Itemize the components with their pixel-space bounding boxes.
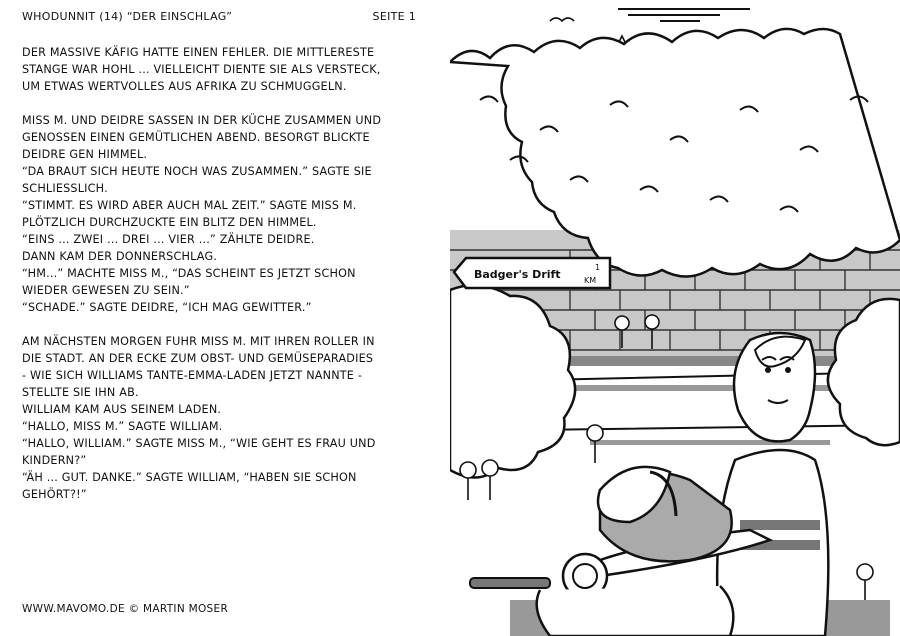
page-number: SEITE 1: [372, 10, 416, 23]
story-line: “SCHADE.” SAGTE DEIDRE, “ICH MAG GEWITTER.”: [22, 301, 312, 314]
story-line: MISS M. UND DEIDRE SASSEN IN DER KÜCHE ZUSAMMEN UND: [22, 114, 382, 127]
comic-panel: [450, 0, 900, 636]
story-line: STELLTE SIE IHN AB.: [22, 386, 139, 399]
story-line: WILLIAM KAM AUS SEINEM LADEN.: [22, 403, 222, 416]
story-line: “HALLO, WILLIAM.” SAGTE MISS M., “WIE GEHT ES FRAU UND: [22, 437, 376, 450]
story-line: “ÄH ... GUT. DANKE.” SAGTE WILLIAM, “HABEN SIE SCHON: [22, 471, 357, 484]
story-line: GENOSSEN EINEN GEMÜTLICHEN ABEND. BESORGT BLICKTE: [22, 131, 370, 144]
story-line: SCHLIESSLICH.: [22, 182, 108, 195]
story-line: - WIE SICH WILLIAMS TANTE-EMMA-LADEN JETZT NANNTE -: [22, 369, 363, 382]
sign-distance-number: 1: [595, 263, 601, 272]
story-line: “STIMMT. ES WIRD ABER AUCH MAL ZEIT.” SAGTE MISS M.: [22, 199, 357, 212]
woman-figure: [717, 333, 828, 636]
story-title: WHODUNNIT (14) “DER EINSCHLAG”: [22, 10, 233, 23]
story-line: UM ETWAS WERTVOLLES AUS AFRIKA ZU SCHMUGGELN.: [22, 80, 347, 93]
comic-illustration: [450, 0, 900, 636]
story-line: “HM...” MACHTE MISS M., “DAS SCHEINT ES JETZT SCHON: [22, 267, 356, 280]
story-line: DER MASSIVE KÄFIG HATTE EINEN FEHLER. DIE MITTLERESTE: [22, 46, 375, 59]
sign-distance-unit: KM: [584, 276, 597, 285]
sky-lines: [618, 9, 750, 21]
story-text: [22, 44, 418, 520]
story-paragraph: [22, 333, 418, 503]
story-line: WIEDER GEWESEN ZU SEIN.”: [22, 284, 190, 297]
road-sign: [454, 258, 610, 288]
sign-place-name: Badger's Drift: [474, 268, 561, 281]
story-line: “DA BRAUT SICH HEUTE NOCH WAS ZUSAMMEN.” SAGTE SIE: [22, 165, 372, 178]
story-paragraph: [22, 44, 418, 95]
story-line: GEHÖRT?!”: [22, 488, 87, 501]
text-column: [0, 0, 440, 636]
story-line: “HALLO, MISS M.” SAGTE WILLIAM.: [22, 420, 223, 433]
story-paragraph: [22, 112, 418, 316]
copyright-footer: WWW.MAVOMO.DE © MARTIN MOSER: [22, 603, 229, 615]
story-line: KINDERN?”: [22, 454, 87, 467]
story-line: STANGE WAR HOHL ... VIELLEICHT DIENTE SIE ALS VERSTECK,: [22, 63, 381, 76]
story-line: DEIDRE GEN HIMMEL.: [22, 148, 148, 161]
story-line: PLÖTZLICH DURCHZUCKTE EIN BLITZ DEN HIMMEL.: [22, 216, 317, 229]
story-line: “EINS ... ZWEI ... DREI ... VIER ...” ZÄHLTE DEIDRE.: [22, 233, 315, 246]
story-line: DIE STADT. AN DER ECKE ZUM OBST- UND GEMÜSEPARADIES: [22, 352, 374, 365]
story-line: AM NÄCHSTEN MORGEN FUHR MISS M. MIT IHREN ROLLER IN: [22, 335, 375, 348]
story-line: DANN KAM DER DONNERSCHLAG.: [22, 250, 218, 263]
